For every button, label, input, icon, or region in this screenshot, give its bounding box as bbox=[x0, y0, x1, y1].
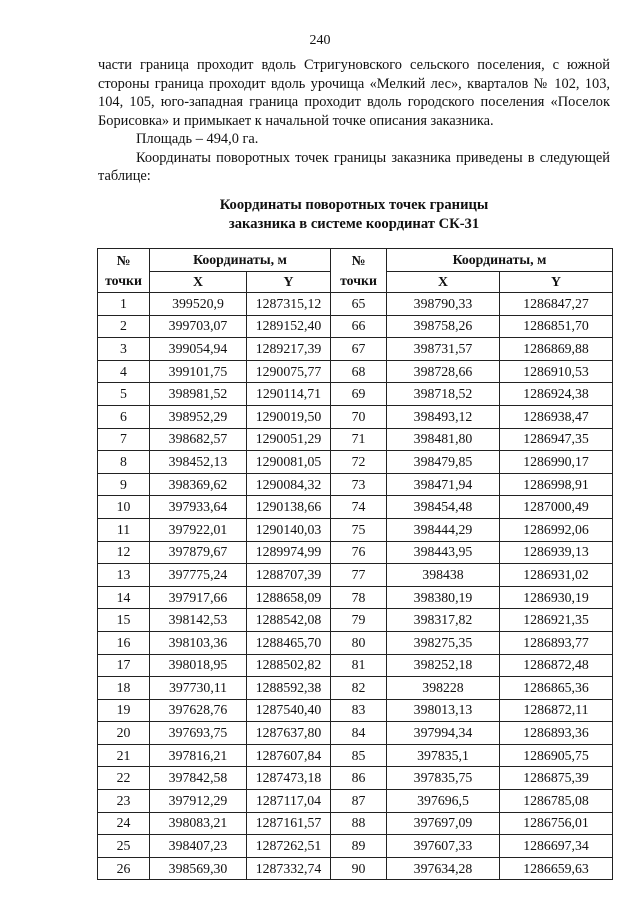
point-number-cell: 79 bbox=[331, 609, 387, 632]
y-coordinate-cell: 1286893,36 bbox=[500, 722, 613, 745]
y-coordinate-cell: 1288592,38 bbox=[247, 677, 331, 700]
y-coordinate-cell: 1289152,40 bbox=[247, 315, 331, 338]
y-coordinate-cell: 1287315,12 bbox=[247, 293, 331, 316]
point-number-cell: 23 bbox=[98, 790, 150, 813]
y-coordinate-cell: 1286910,53 bbox=[500, 360, 613, 383]
x-coordinate-cell: 398454,48 bbox=[387, 496, 500, 519]
y-coordinate-cell: 1287161,57 bbox=[247, 812, 331, 835]
point-number-cell: 1 bbox=[98, 293, 150, 316]
point-number-cell: 87 bbox=[331, 790, 387, 813]
point-number-cell: 70 bbox=[331, 405, 387, 428]
x-coordinate-cell: 398479,85 bbox=[387, 451, 500, 474]
y-coordinate-cell: 1286930,19 bbox=[500, 586, 613, 609]
x-coordinate-cell: 398380,19 bbox=[387, 586, 500, 609]
point-number-cell: 3 bbox=[98, 338, 150, 361]
table-row bbox=[98, 767, 613, 790]
y-coordinate-cell: 1286992,06 bbox=[500, 518, 613, 541]
point-number-cell: 18 bbox=[98, 677, 150, 700]
x-coordinate-cell: 398452,13 bbox=[150, 451, 247, 474]
y-coordinate-cell: 1286939,13 bbox=[500, 541, 613, 564]
point-number-cell: 84 bbox=[331, 722, 387, 745]
x-coordinate-cell: 398438 bbox=[387, 564, 500, 587]
point-number-cell: 88 bbox=[331, 812, 387, 835]
paragraph: части граница проходит вдоль Стригуновского сельского поселения, с южной стороны граница проходит вдоль урочища «Мелкий лес», кварталов № 102, 103, 104, 105, юго-западная граница проходит вдоль городского поселения «Поселок Борисовка» и примыкает к начальной точке описания заказника. bbox=[98, 57, 610, 129]
point-number-header: № точки bbox=[331, 249, 387, 293]
y-coordinate-cell: 1289217,39 bbox=[247, 338, 331, 361]
x-coordinate-cell: 398790,33 bbox=[387, 293, 500, 316]
point-number-cell: 69 bbox=[331, 383, 387, 406]
table-row bbox=[98, 564, 613, 587]
x-coordinate-cell: 397697,09 bbox=[387, 812, 500, 835]
x-coordinate-cell: 398569,30 bbox=[150, 857, 247, 880]
table-row bbox=[98, 812, 613, 835]
x-coordinate-cell: 397917,66 bbox=[150, 586, 247, 609]
x-coordinate-cell: 399703,07 bbox=[150, 315, 247, 338]
y-coordinate-cell: 1286659,63 bbox=[500, 857, 613, 880]
point-number-cell: 71 bbox=[331, 428, 387, 451]
point-number-cell: 72 bbox=[331, 451, 387, 474]
y-coordinate-cell: 1286697,34 bbox=[500, 835, 613, 858]
paragraph: Площадь – 494,0 га. bbox=[136, 131, 259, 147]
y-coordinate-cell: 1286924,38 bbox=[500, 383, 613, 406]
coordinates-header: Координаты, м bbox=[150, 249, 331, 272]
x-coordinate-cell: 398013,13 bbox=[387, 699, 500, 722]
x-coordinate-cell: 397816,21 bbox=[150, 744, 247, 767]
coordinates-table bbox=[97, 248, 613, 880]
table-row bbox=[98, 722, 613, 745]
page-number: 240 bbox=[309, 33, 331, 48]
point-number-cell: 26 bbox=[98, 857, 150, 880]
x-header: X bbox=[387, 272, 500, 293]
paragraph: Координаты поворотных точек границы заказника приведены в следующей таблице: bbox=[98, 149, 610, 184]
x-coordinate-cell: 397879,67 bbox=[150, 541, 247, 564]
point-number-cell: 19 bbox=[98, 699, 150, 722]
y-coordinate-cell: 1290138,66 bbox=[247, 496, 331, 519]
point-number-cell: 20 bbox=[98, 722, 150, 745]
table-row bbox=[98, 383, 613, 406]
y-coordinate-cell: 1286869,88 bbox=[500, 338, 613, 361]
point-number-cell: 9 bbox=[98, 473, 150, 496]
x-coordinate-cell: 398758,26 bbox=[387, 315, 500, 338]
x-coordinate-cell: 399054,94 bbox=[150, 338, 247, 361]
point-number-cell: 25 bbox=[98, 835, 150, 858]
point-number-cell: 81 bbox=[331, 654, 387, 677]
point-number-cell: 12 bbox=[98, 541, 150, 564]
x-coordinate-cell: 398018,95 bbox=[150, 654, 247, 677]
y-coordinate-cell: 1286785,08 bbox=[500, 790, 613, 813]
y-coordinate-cell: 1287607,84 bbox=[247, 744, 331, 767]
table-row bbox=[98, 654, 613, 677]
point-number-cell: 75 bbox=[331, 518, 387, 541]
y-coordinate-cell: 1286872,48 bbox=[500, 654, 613, 677]
point-number-cell: 11 bbox=[98, 518, 150, 541]
point-number-cell: 80 bbox=[331, 631, 387, 654]
y-coordinate-cell: 1286947,35 bbox=[500, 428, 613, 451]
point-number-cell: 13 bbox=[98, 564, 150, 587]
y-coordinate-cell: 1290075,77 bbox=[247, 360, 331, 383]
table-row bbox=[98, 338, 613, 361]
point-number-header: № точки bbox=[98, 249, 150, 293]
table-title-line: Координаты поворотных точек границы bbox=[219, 197, 489, 213]
table-row bbox=[98, 496, 613, 519]
table-row bbox=[98, 677, 613, 700]
x-coordinate-cell: 397912,29 bbox=[150, 790, 247, 813]
y-coordinate-cell: 1290019,50 bbox=[247, 405, 331, 428]
x-coordinate-cell: 397835,75 bbox=[387, 767, 500, 790]
x-coordinate-cell: 397842,58 bbox=[150, 767, 247, 790]
x-coordinate-cell: 398731,57 bbox=[387, 338, 500, 361]
y-coordinate-cell: 1286938,47 bbox=[500, 405, 613, 428]
x-coordinate-cell: 398317,82 bbox=[387, 609, 500, 632]
x-coordinate-cell: 398443,95 bbox=[387, 541, 500, 564]
y-coordinate-cell: 1288465,70 bbox=[247, 631, 331, 654]
point-number-cell: 67 bbox=[331, 338, 387, 361]
y-coordinate-cell: 1288542,08 bbox=[247, 609, 331, 632]
table-row bbox=[98, 609, 613, 632]
y-coordinate-cell: 1290081,05 bbox=[247, 451, 331, 474]
y-coordinate-cell: 1286905,75 bbox=[500, 744, 613, 767]
point-number-cell: 68 bbox=[331, 360, 387, 383]
x-coordinate-cell: 398981,52 bbox=[150, 383, 247, 406]
point-number-cell: 6 bbox=[98, 405, 150, 428]
table-row bbox=[98, 744, 613, 767]
y-coordinate-cell: 1287117,04 bbox=[247, 790, 331, 813]
table-row bbox=[98, 315, 613, 338]
x-coordinate-cell: 397730,11 bbox=[150, 677, 247, 700]
table-row bbox=[98, 428, 613, 451]
intro-text bbox=[98, 56, 610, 186]
x-coordinate-cell: 397634,28 bbox=[387, 857, 500, 880]
x-coordinate-cell: 398481,80 bbox=[387, 428, 500, 451]
y-coordinate-cell: 1290114,71 bbox=[247, 383, 331, 406]
point-number-cell: 16 bbox=[98, 631, 150, 654]
y-coordinate-cell: 1286990,17 bbox=[500, 451, 613, 474]
x-coordinate-cell: 398407,23 bbox=[150, 835, 247, 858]
table-row bbox=[98, 360, 613, 383]
y-coordinate-cell: 1286931,02 bbox=[500, 564, 613, 587]
x-coordinate-cell: 397933,64 bbox=[150, 496, 247, 519]
y-coordinate-cell: 1286872,11 bbox=[500, 699, 613, 722]
x-coordinate-cell: 398728,66 bbox=[387, 360, 500, 383]
table-row bbox=[98, 518, 613, 541]
point-number-cell: 17 bbox=[98, 654, 150, 677]
point-number-cell: 66 bbox=[331, 315, 387, 338]
x-header: X bbox=[150, 272, 247, 293]
y-coordinate-cell: 1288707,39 bbox=[247, 564, 331, 587]
x-coordinate-cell: 397696,5 bbox=[387, 790, 500, 813]
y-coordinate-cell: 1286865,36 bbox=[500, 677, 613, 700]
table-row bbox=[98, 631, 613, 654]
table-row bbox=[98, 857, 613, 880]
y-coordinate-cell: 1287473,18 bbox=[247, 767, 331, 790]
x-coordinate-cell: 398369,62 bbox=[150, 473, 247, 496]
x-coordinate-cell: 398083,21 bbox=[150, 812, 247, 835]
x-coordinate-cell: 397693,75 bbox=[150, 722, 247, 745]
point-number-cell: 2 bbox=[98, 315, 150, 338]
y-coordinate-cell: 1290084,32 bbox=[247, 473, 331, 496]
table-row bbox=[98, 699, 613, 722]
table-row bbox=[98, 473, 613, 496]
point-number-cell: 82 bbox=[331, 677, 387, 700]
y-coordinate-cell: 1287637,80 bbox=[247, 722, 331, 745]
x-coordinate-cell: 399101,75 bbox=[150, 360, 247, 383]
y-coordinate-cell: 1286756,01 bbox=[500, 812, 613, 835]
point-number-cell: 4 bbox=[98, 360, 150, 383]
x-coordinate-cell: 397628,76 bbox=[150, 699, 247, 722]
point-number-cell: 77 bbox=[331, 564, 387, 587]
x-coordinate-cell: 397994,34 bbox=[387, 722, 500, 745]
x-coordinate-cell: 397775,24 bbox=[150, 564, 247, 587]
y-coordinate-cell: 1287262,51 bbox=[247, 835, 331, 858]
x-coordinate-cell: 399520,9 bbox=[150, 293, 247, 316]
point-number-cell: 5 bbox=[98, 383, 150, 406]
x-coordinate-cell: 397607,33 bbox=[387, 835, 500, 858]
coordinates-header: Координаты, м bbox=[387, 249, 613, 272]
y-coordinate-cell: 1287000,49 bbox=[500, 496, 613, 519]
table-row bbox=[98, 541, 613, 564]
point-number-cell: 85 bbox=[331, 744, 387, 767]
table-row bbox=[98, 451, 613, 474]
y-coordinate-cell: 1286998,91 bbox=[500, 473, 613, 496]
y-coordinate-cell: 1290051,29 bbox=[247, 428, 331, 451]
x-coordinate-cell: 397922,01 bbox=[150, 518, 247, 541]
x-coordinate-cell: 398493,12 bbox=[387, 405, 500, 428]
y-header: Y bbox=[500, 272, 613, 293]
y-coordinate-cell: 1286921,35 bbox=[500, 609, 613, 632]
table-row bbox=[98, 293, 613, 316]
y-header: Y bbox=[247, 272, 331, 293]
point-number-cell: 90 bbox=[331, 857, 387, 880]
point-number-cell: 15 bbox=[98, 609, 150, 632]
y-coordinate-cell: 1287540,40 bbox=[247, 699, 331, 722]
point-number-cell: 83 bbox=[331, 699, 387, 722]
y-coordinate-cell: 1287332,74 bbox=[247, 857, 331, 880]
table-row bbox=[98, 790, 613, 813]
table-title-line: заказника в системе координат СК-31 bbox=[228, 216, 480, 232]
x-coordinate-cell: 398682,57 bbox=[150, 428, 247, 451]
table-row bbox=[98, 835, 613, 858]
point-number-cell: 14 bbox=[98, 586, 150, 609]
point-number-cell: 74 bbox=[331, 496, 387, 519]
y-coordinate-cell: 1288502,82 bbox=[247, 654, 331, 677]
point-number-cell: 7 bbox=[98, 428, 150, 451]
y-coordinate-cell: 1288658,09 bbox=[247, 586, 331, 609]
x-coordinate-cell: 398471,94 bbox=[387, 473, 500, 496]
point-number-cell: 78 bbox=[331, 586, 387, 609]
point-number-cell: 24 bbox=[98, 812, 150, 835]
x-coordinate-cell: 398142,53 bbox=[150, 609, 247, 632]
x-coordinate-cell: 398103,36 bbox=[150, 631, 247, 654]
x-coordinate-cell: 398252,18 bbox=[387, 654, 500, 677]
point-number-cell: 22 bbox=[98, 767, 150, 790]
point-number-cell: 73 bbox=[331, 473, 387, 496]
point-number-cell: 89 bbox=[331, 835, 387, 858]
point-number-cell: 76 bbox=[331, 541, 387, 564]
point-number-cell: 10 bbox=[98, 496, 150, 519]
y-coordinate-cell: 1289974,99 bbox=[247, 541, 331, 564]
y-coordinate-cell: 1286847,27 bbox=[500, 293, 613, 316]
point-number-cell: 86 bbox=[331, 767, 387, 790]
x-coordinate-cell: 398228 bbox=[387, 677, 500, 700]
x-coordinate-cell: 398718,52 bbox=[387, 383, 500, 406]
point-number-cell: 65 bbox=[331, 293, 387, 316]
table-row bbox=[98, 586, 613, 609]
x-coordinate-cell: 398952,29 bbox=[150, 405, 247, 428]
table-title bbox=[98, 196, 610, 234]
x-coordinate-cell: 397835,1 bbox=[387, 744, 500, 767]
table-row bbox=[98, 405, 613, 428]
y-coordinate-cell: 1286851,70 bbox=[500, 315, 613, 338]
point-number-cell: 21 bbox=[98, 744, 150, 767]
x-coordinate-cell: 398275,35 bbox=[387, 631, 500, 654]
y-coordinate-cell: 1286893,77 bbox=[500, 631, 613, 654]
point-number-cell: 8 bbox=[98, 451, 150, 474]
y-coordinate-cell: 1290140,03 bbox=[247, 518, 331, 541]
x-coordinate-cell: 398444,29 bbox=[387, 518, 500, 541]
y-coordinate-cell: 1286875,39 bbox=[500, 767, 613, 790]
